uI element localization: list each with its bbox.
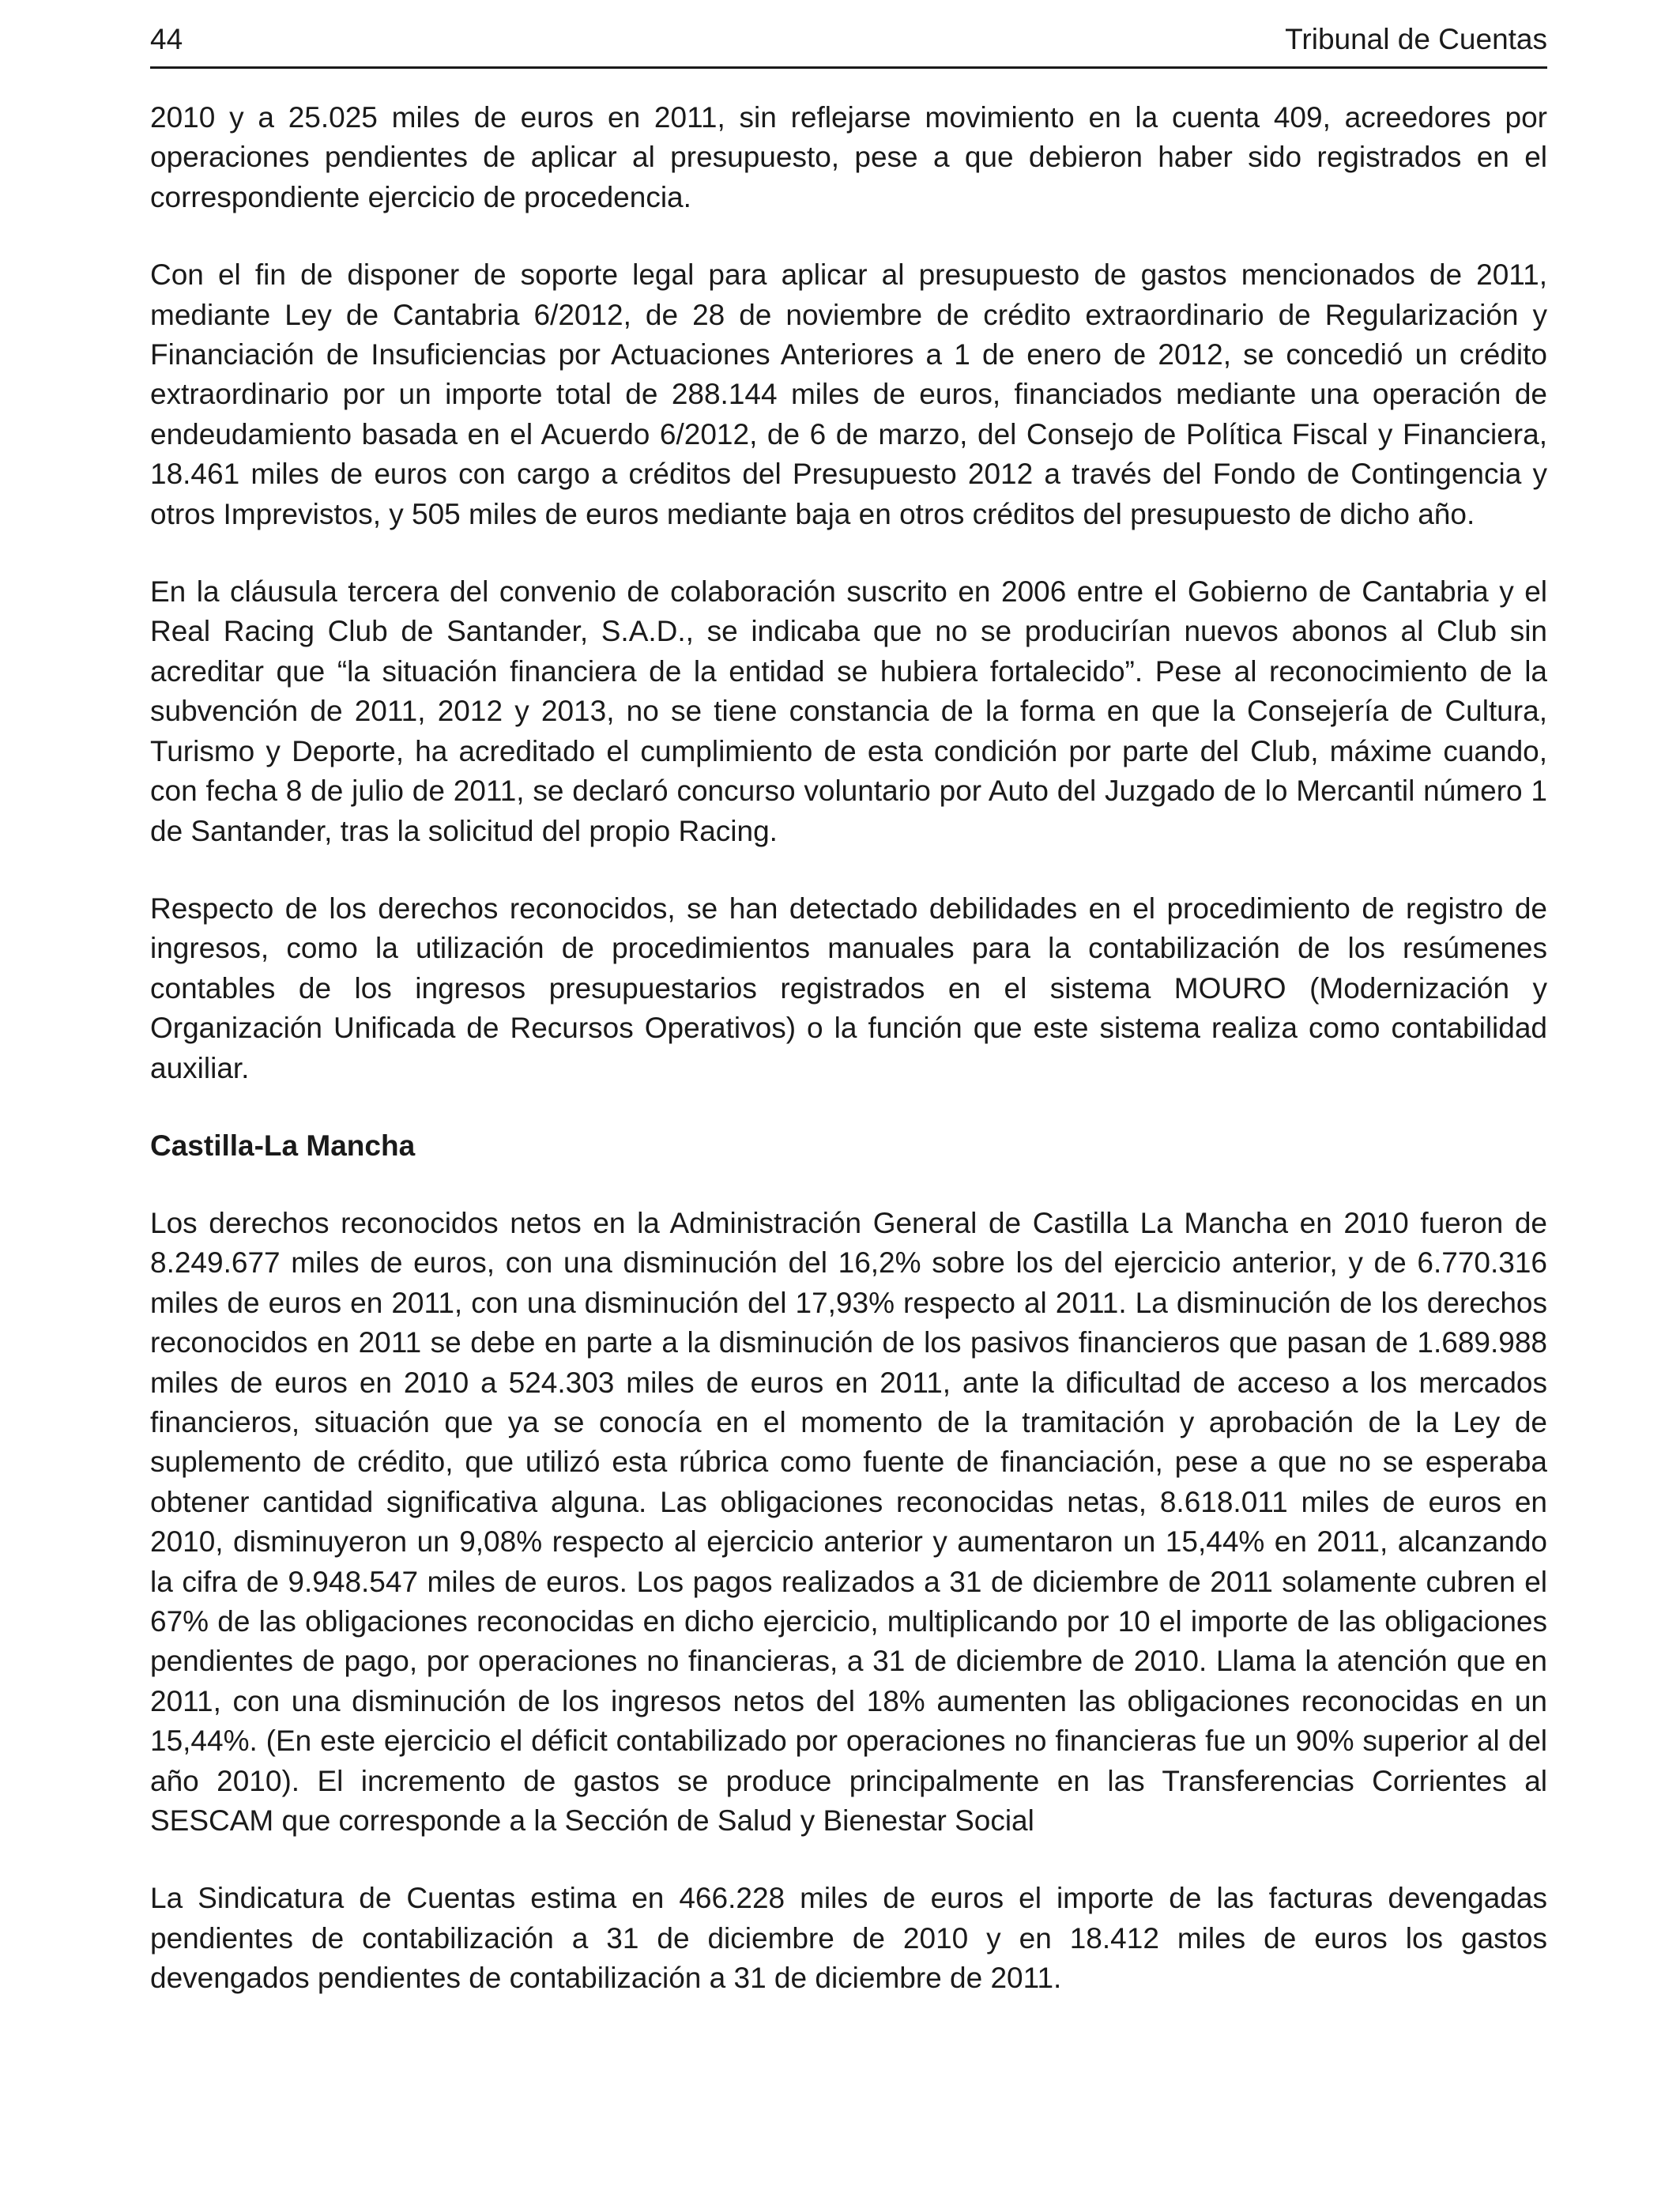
paragraph-ley-cantabria: Con el fin de disponer de soporte legal para aplicar al presupuesto de gastos mencionados de 2011, mediante Ley de Cantabria 6/2012, de 28 de noviembre de crédito extraordinario de Regularización y Financiación de Insuficiencias por Actuaciones Anteriores a 1 de enero de 2012, se concedió un crédito extraordinario por un importe total de 288.144 miles de euros, financiados mediante una operación de endeudamiento basada en el Acuerdo 6/2012, de 6 de marzo, del Consejo de Política Fiscal y Financiera, 18.461 miles de euros con cargo a créditos del Presupuesto 2012 a través del Fondo de Contingencia y otros Imprevistos, y 505 miles de euros mediante baja en otros créditos del presupuesto de dicho año.	[150, 258, 1547, 530]
document-body	[150, 98, 1547, 2037]
paragraph-derechos-reconocidos: Respecto de los derechos reconocidos, se han detectado debilidades en el procedimiento de registro de ingresos, como la utilización de procedimientos manuales para la contabilización de los resúmenes contables de los ingresos presupuestarios registrados en el sistema MOURO (Modernización y Organización Unificada de Recursos Operativos) o la función que este sistema realiza como contabilidad auxiliar.	[150, 892, 1547, 1084]
page-number: 44	[150, 23, 183, 55]
paragraph-racing-club: En la cláusula tercera del convenio de colaboración suscrito en 2006 entre el Gobierno de Cantabria y el Real Racing Club de Santander, S.A.D., se indicaba que no se producirían nuevos abonos al Club sin acreditar que “la situación financiera de la entidad se hubiera fortalecido”. Pese al reconocimiento de la subvención de 2011, 2012 y 2013, no se tiene constancia de la forma en que la Consejería de Cultura, Turismo y Deporte, ha acreditado el cumplimiento de esta condición por parte del Club, máxime cuando, con fecha 8 de julio de 2011, se declaró concurso voluntario por Auto del Juzgado de lo Mercantil número 1 de Santander, tras la solicitud del propio Racing.	[150, 575, 1547, 847]
section-heading: Castilla-La Mancha	[150, 1129, 416, 1162]
paragraph-cuenta-409: 2010 y a 25.025 miles de euros en 2011, sin reflejarse movimiento en la cuenta 409, acreedores por operaciones pendientes de aplicar al presupuesto, pese a que debieron haber sido registrados en el correspondiente ejercicio de procedencia.	[150, 101, 1547, 213]
running-title: Tribunal de Cuentas	[1285, 23, 1547, 55]
paragraph-sindicatura: La Sindicatura de Cuentas estima en 466.228 miles de euros el importe de las facturas devengadas pendientes de contabilización a 31 de diciembre de 2010 y en 18.412 miles de euros los gastos devengados pendientes de contabilización a 31 de diciembre de 2011.	[150, 1882, 1547, 1995]
page-header	[150, 21, 1547, 69]
paragraph-castilla-la-mancha: Los derechos reconocidos netos en la Administración General de Castilla La Mancha en 2010 fueron de 8.249.677 miles de euros, con una disminución del 16,2% sobre los del ejercicio anterior, y de 6.770.316 miles de euros en 2011, con una disminución del 17,93% respecto al 2011. La disminución de los derechos reconocidos en 2011 se debe en parte a la disminución de los pasivos financieros que pasan de 1.689.988 miles de euros en 2010 a 524.303 miles de euros en 2011, ante la dificultad de acceso a los mercados financieros, situación que ya se conocía en el momento de la tramitación y aprobación de la Ley de suplemento de crédito, que utilizó esta rúbrica como fuente de financiación, pese a que no se esperaba obtener cantidad significativa alguna. Las obligaciones reconocidas netas, 8.618.011 miles de euros en 2010, disminuyeron un 9,08% respecto al ejercicio anterior y aumentaron un 15,44% en 2011, alcanzando la cifra de 9.948.547 miles de euros. Los pagos realizados a 31 de diciembre de 2011 solamente cubren el 67% de las obligaciones reconocidas en dicho ejercicio, multiplicando por 10 el importe de las obligaciones pendientes de pago, por operaciones no financieras, a 31 de diciembre de 2010. Llama la atención que en 2011, con una disminución de los ingresos netos del 18% aumenten las obligaciones reconocidas en un 15,44%. (En este ejercicio el déficit contabilizado por operaciones no financieras fue un 90% superior al del año 2010). El incremento de gastos se produce principalmente en las Transferencias Corrientes al SESCAM que corresponde a la Sección de Salud y Bienestar Social	[150, 1206, 1547, 1838]
